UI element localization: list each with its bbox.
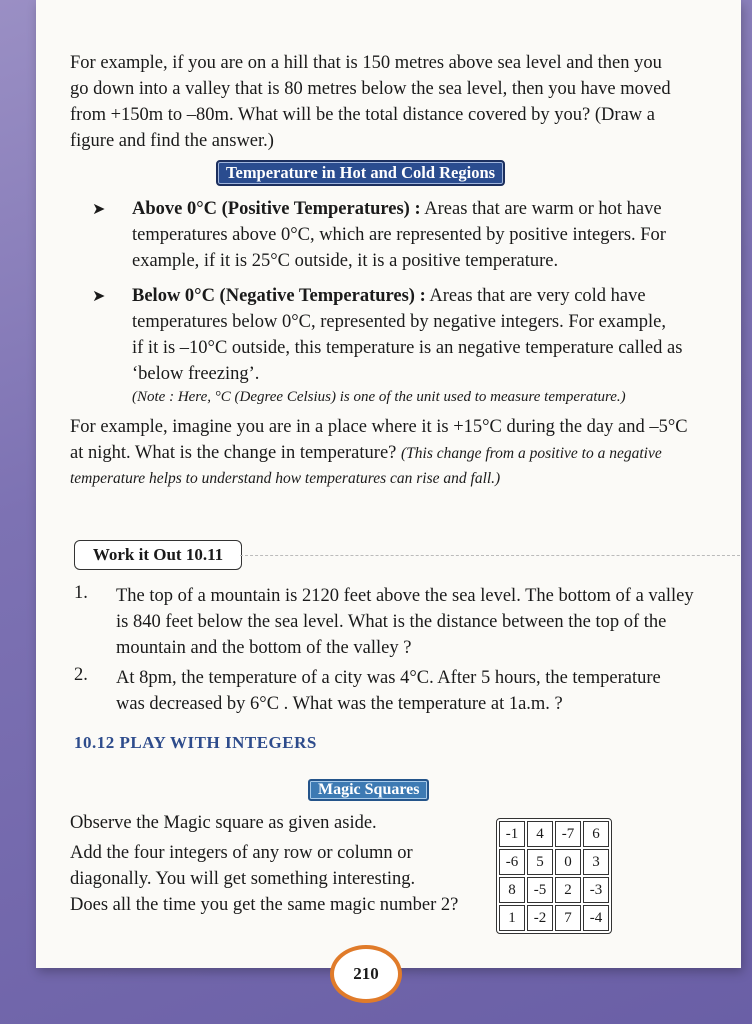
question-1-number: 1. <box>74 583 88 603</box>
magic-square-cell: -5 <box>527 877 553 903</box>
bullet-1-line-2: temperatures above 0°C, which are represented by positive integers. For <box>132 225 666 245</box>
magic-text-line-2: Add the four integers of any row or column or <box>70 843 413 863</box>
example2-question: at night. What is the change in temperature? <box>70 443 401 463</box>
question-2-number: 2. <box>74 665 88 685</box>
textbook-page <box>36 0 741 968</box>
question-1-line-3: mountain and the bottom of the valley ? <box>116 638 412 658</box>
bullet-2-text: Areas that are very cold have <box>425 286 646 306</box>
magic-text-line-3: diagonally. You will get something interesting. <box>70 869 416 889</box>
magic-square-cell: -3 <box>583 877 609 903</box>
magic-square-cell: 2 <box>555 877 581 903</box>
arrow-bullet-icon: ➤ <box>92 288 106 305</box>
magic-square-cell: 6 <box>583 821 609 847</box>
magic-square-cell: 7 <box>555 905 581 931</box>
magic-text-line-4: Does all the time you get the same magic number 2? <box>70 895 459 915</box>
magic-square-row <box>499 877 609 903</box>
bullet-2-line-4: ‘below freezing’. <box>132 364 260 384</box>
question-1-line-2: is 840 feet below the sea level. What is the distance between the top of the <box>116 612 667 632</box>
bullet-1-text: Areas that are warm or hot have <box>420 199 662 219</box>
example2-line-3: temperature helps to understand how temperatures can rise and fall.) <box>70 470 501 487</box>
bullet-1-heading: Above 0°C (Positive Temperatures) : <box>132 199 421 219</box>
magic-square-cell: -4 <box>583 905 609 931</box>
magic-square-row <box>499 821 609 847</box>
bullet-2-line-1 <box>132 283 732 309</box>
example2-italic: (This change from a positive to a negative <box>401 445 662 462</box>
arrow-bullet-icon: ➤ <box>92 201 106 218</box>
bullet-2-line-2: temperatures below 0°C, represented by negative integers. For example, <box>132 312 666 332</box>
intro-line-3: from +150m to –80m. What will be the total distance covered by you? (Draw a <box>70 105 655 125</box>
question-1-line-1: The top of a mountain is 2120 feet above the sea level. The bottom of a valley <box>116 586 694 606</box>
magic-square-cell: -2 <box>527 905 553 931</box>
magic-square-cell: -7 <box>555 821 581 847</box>
bullet-1-line-1 <box>132 196 732 222</box>
question-2-line-2: was decreased by 6°C . What was the temperature at 1a.m. ? <box>116 694 563 714</box>
magic-square-grid <box>496 818 612 934</box>
magic-square-row <box>499 905 609 931</box>
magic-square-row <box>499 849 609 875</box>
intro-line-4: figure and find the answer.) <box>70 131 274 151</box>
divider <box>240 555 740 556</box>
bullet-1-line-3: example, if it is 25°C outside, it is a positive temperature. <box>132 251 559 271</box>
section-title: 10.12 PLAY WITH INTEGERS <box>74 733 317 752</box>
magic-squares-banner: Magic Squares <box>308 779 429 801</box>
magic-square-cell: 4 <box>527 821 553 847</box>
page-number: 210 <box>330 945 402 1003</box>
example2-line-2 <box>70 440 740 467</box>
intro-line-2: go down into a valley that is 80 metres below the sea level, then you have moved <box>70 79 671 99</box>
intro-line-1: For example, if you are on a hill that is 150 metres above sea level and then you <box>70 53 662 73</box>
bullet-2-heading: Below 0°C (Negative Temperatures) : <box>132 286 426 306</box>
work-it-out-label: Work it Out 10.11 <box>74 540 242 570</box>
question-2-line-1: At 8pm, the temperature of a city was 4°C. After 5 hours, the temperature <box>116 668 661 688</box>
magic-text-line-1: Observe the Magic square as given aside. <box>70 813 377 833</box>
magic-square-cell: -6 <box>499 849 525 875</box>
example2-line-1: For example, imagine you are in a place where it is +15°C during the day and –5°C <box>70 417 688 437</box>
magic-square-cell: 3 <box>583 849 609 875</box>
bullet-2-line-3: if it is –10°C outside, this temperature is an negative temperature called as <box>132 338 683 358</box>
magic-square-cell: 5 <box>527 849 553 875</box>
note: (Note : Here, °C (Degree Celsius) is one of the unit used to measure temperature.) <box>132 389 626 405</box>
magic-square-cell: 0 <box>555 849 581 875</box>
temperature-banner: Temperature in Hot and Cold Regions <box>216 160 505 186</box>
magic-square-cell: -1 <box>499 821 525 847</box>
magic-square-cell: 1 <box>499 905 525 931</box>
magic-square-cell: 8 <box>499 877 525 903</box>
